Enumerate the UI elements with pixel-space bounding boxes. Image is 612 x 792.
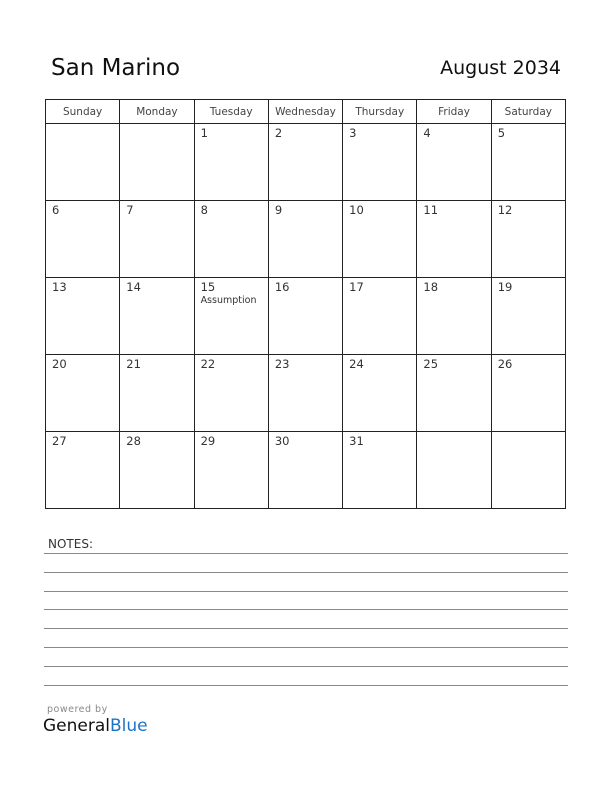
weekday-header: Monday bbox=[120, 100, 194, 124]
weekday-header: Wednesday bbox=[268, 100, 342, 124]
day-number: 25 bbox=[423, 357, 439, 371]
day-cell bbox=[120, 124, 194, 201]
brand-blue: Blue bbox=[110, 716, 148, 736]
day-number: 27 bbox=[52, 434, 67, 448]
day-cell bbox=[194, 201, 268, 278]
day-number: 15 bbox=[200, 280, 216, 294]
day-number: 20 bbox=[52, 357, 67, 371]
holiday-label: Assumption bbox=[200, 295, 257, 306]
day-number: 2 bbox=[274, 126, 283, 140]
day-number: 19 bbox=[497, 280, 513, 294]
notes-line bbox=[44, 591, 568, 592]
notes-line bbox=[44, 685, 568, 686]
day-number: 13 bbox=[52, 280, 67, 294]
day-number: 17 bbox=[349, 280, 364, 294]
day-cell bbox=[268, 201, 342, 278]
day-cell bbox=[46, 124, 120, 201]
day-number: 1 bbox=[200, 126, 208, 140]
day-cell bbox=[194, 355, 268, 432]
notes-line bbox=[44, 609, 568, 610]
day-cell bbox=[194, 278, 268, 355]
day-number bbox=[120, 124, 193, 126]
day-cell bbox=[120, 355, 194, 432]
day-cell bbox=[491, 124, 565, 201]
day-cell bbox=[343, 201, 417, 278]
day-cell bbox=[491, 432, 565, 509]
day-number: 6 bbox=[52, 203, 60, 217]
weekday-header-row bbox=[46, 100, 566, 124]
day-number: 28 bbox=[126, 434, 141, 448]
day-number: 14 bbox=[126, 280, 141, 294]
day-number: 11 bbox=[423, 203, 439, 217]
week-row bbox=[46, 124, 566, 201]
day-number: 30 bbox=[274, 434, 290, 448]
day-cell bbox=[417, 201, 491, 278]
day-cell bbox=[46, 201, 120, 278]
day-cell bbox=[46, 432, 120, 509]
day-number: 29 bbox=[200, 434, 216, 448]
day-cell bbox=[343, 355, 417, 432]
day-cell bbox=[417, 124, 491, 201]
country-title: San Marino bbox=[51, 55, 181, 81]
day-cell bbox=[120, 432, 194, 509]
day-number bbox=[492, 432, 565, 434]
day-cell bbox=[46, 278, 120, 355]
day-number: 31 bbox=[349, 434, 364, 448]
day-cell bbox=[343, 124, 417, 201]
day-number: 12 bbox=[497, 203, 513, 217]
day-number: 16 bbox=[274, 280, 290, 294]
brand-general: General bbox=[43, 716, 110, 736]
notes-line bbox=[44, 628, 568, 629]
day-cell bbox=[417, 355, 491, 432]
day-number: 23 bbox=[274, 357, 290, 371]
day-cell bbox=[268, 432, 342, 509]
day-number: 21 bbox=[126, 357, 141, 371]
day-cell bbox=[268, 124, 342, 201]
day-number: 3 bbox=[349, 126, 357, 140]
notes-line bbox=[44, 647, 568, 648]
day-number: 5 bbox=[497, 126, 506, 140]
day-cell bbox=[417, 432, 491, 509]
day-number bbox=[417, 432, 490, 434]
day-cell bbox=[46, 355, 120, 432]
day-number: 10 bbox=[349, 203, 364, 217]
day-cell bbox=[120, 201, 194, 278]
powered-by-text: powered by bbox=[47, 704, 108, 715]
notes-line bbox=[44, 553, 568, 554]
day-number bbox=[46, 124, 119, 126]
day-number: 22 bbox=[200, 357, 216, 371]
day-cell bbox=[491, 278, 565, 355]
notes-line bbox=[44, 572, 568, 573]
day-number: 9 bbox=[274, 203, 283, 217]
calendar-grid bbox=[45, 99, 566, 509]
day-cell bbox=[268, 355, 342, 432]
generalblue-logo bbox=[43, 716, 148, 736]
notes-line bbox=[44, 666, 568, 667]
notes-label: NOTES: bbox=[48, 537, 93, 551]
day-cell bbox=[194, 432, 268, 509]
day-number: 24 bbox=[349, 357, 364, 371]
day-cell bbox=[417, 278, 491, 355]
day-cell bbox=[491, 201, 565, 278]
week-row bbox=[46, 432, 566, 509]
month-title: August 2034 bbox=[440, 57, 561, 79]
week-row bbox=[46, 355, 566, 432]
day-cell bbox=[343, 278, 417, 355]
day-number: 26 bbox=[497, 357, 513, 371]
day-cell bbox=[268, 278, 342, 355]
day-cell bbox=[120, 278, 194, 355]
week-row bbox=[46, 201, 566, 278]
day-cell bbox=[194, 124, 268, 201]
weekday-header: Saturday bbox=[491, 100, 565, 124]
weekday-header: Tuesday bbox=[194, 100, 268, 124]
day-number: 4 bbox=[423, 126, 431, 140]
weekday-header: Sunday bbox=[46, 100, 120, 124]
weekday-header: Friday bbox=[417, 100, 491, 124]
day-cell bbox=[491, 355, 565, 432]
weekday-header: Thursday bbox=[343, 100, 417, 124]
day-cell bbox=[343, 432, 417, 509]
week-row bbox=[46, 278, 566, 355]
day-number: 8 bbox=[200, 203, 208, 217]
day-number: 18 bbox=[423, 280, 439, 294]
day-number: 7 bbox=[126, 203, 134, 217]
